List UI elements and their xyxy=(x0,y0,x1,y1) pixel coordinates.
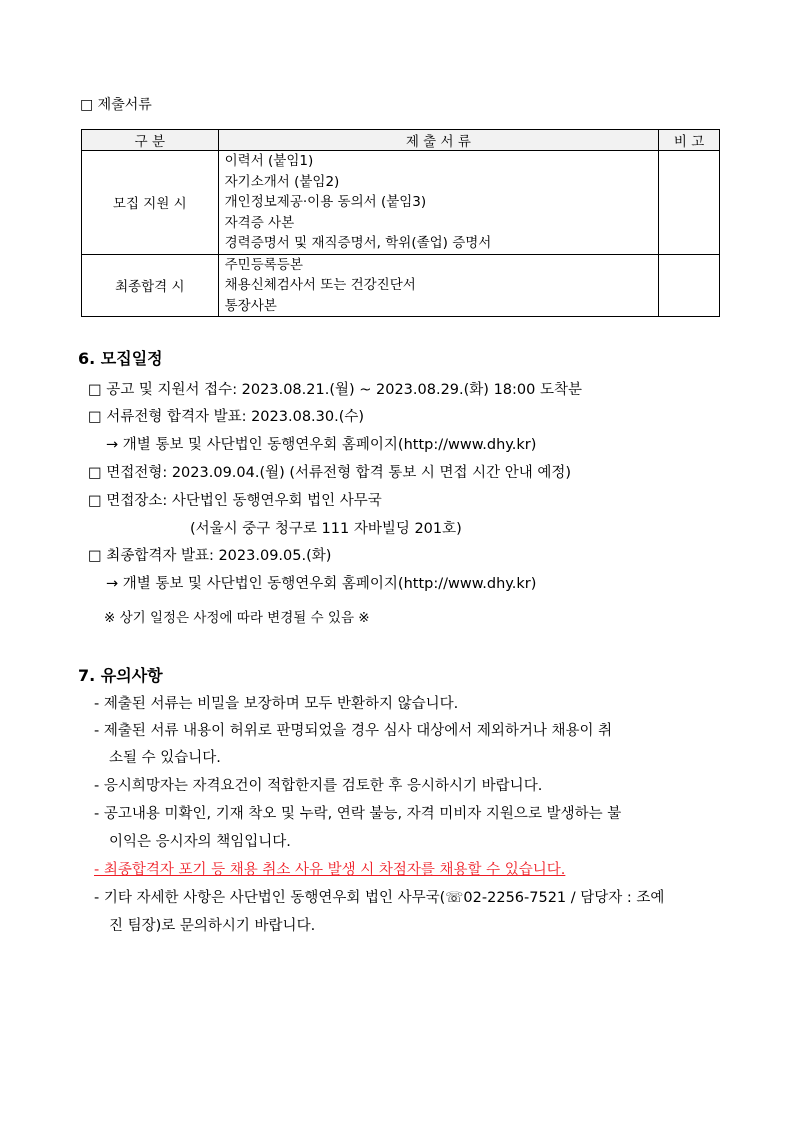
table-header-row xyxy=(82,130,720,151)
document-item: 통장사본 xyxy=(224,297,277,314)
note-line: 소될 수 있습니다. xyxy=(109,750,221,766)
notes-heading: 7. 유의사항 xyxy=(78,666,163,685)
schedule-line: □ 서류전형 합격자 발표: 2023.08.30.(수) xyxy=(88,409,365,425)
schedule-line: □ 면접장소: 사단법인 동행연우회 법인 사무국 xyxy=(88,493,382,509)
schedule-line: (서울시 중구 청구로 111 자바빌딩 201호) xyxy=(190,521,462,537)
column-header-note: 비 고 xyxy=(659,130,720,151)
schedule-line: □ 최종합격자 발표: 2023.09.05.(화) xyxy=(88,548,332,564)
document-item: 채용신체검사서 또는 건강진단서 xyxy=(224,277,416,293)
column-header-category: 구 분 xyxy=(82,130,219,151)
schedule-line: □ 면접전형: 2023.09.04.(월) (서류전형 합격 통보 시 면접 시간 안내 예정) xyxy=(88,465,572,481)
schedule-line: □ 공고 및 지원서 접수: 2023.08.21.(월) ~ 2023.08.29.(화) 18:00 도착분 xyxy=(88,382,582,398)
note-line: - 제출된 서류 내용이 허위로 판명되었을 경우 심사 대상에서 제외하거나 채용이 취 xyxy=(94,723,613,739)
schedule-heading: 6. 모집일정 xyxy=(78,349,163,368)
column-header-documents: 제 출 서 류 xyxy=(218,130,659,151)
table-row xyxy=(82,151,720,255)
document-item: 이력서 (붙임1) xyxy=(224,153,314,169)
note-line: 진 팀장)로 문의하시기 바랍니다. xyxy=(109,918,316,934)
row-documents xyxy=(218,151,659,255)
highlighted-note-line: - 최종합격자 포기 등 채용 취소 사유 발생 시 차점자를 채용할 수 있습니다. xyxy=(94,862,566,878)
schedule-line: → 개별 통보 및 사단법인 동행연우회 홈페이지(http://www.dhy.kr) xyxy=(106,576,537,592)
note-line: - 기타 자세한 사항은 사단법인 동행연우회 법인 사무국(☏02-2256-7521 / 담당자 : 조예 xyxy=(94,890,665,906)
row-note xyxy=(659,254,720,317)
document-item: 자격증 사본 xyxy=(224,214,295,231)
note-line: 이익은 응시자의 책임입니다. xyxy=(109,834,291,850)
submission-docs-heading: □ 제출서류 xyxy=(80,97,152,113)
table-row xyxy=(82,254,720,317)
submission-docs-table xyxy=(81,129,720,317)
note-line: - 제출된 서류는 비밀을 보장하며 모두 반환하지 않습니다. xyxy=(94,696,459,712)
schedule-note: ※ 상기 일정은 사정에 따라 변경될 수 있음 ※ xyxy=(104,610,370,626)
note-line: - 공고내용 미확인, 기재 착오 및 누락, 연락 불능, 자격 미비자 지원으로 발생하는 불 xyxy=(94,806,622,822)
row-category: 최종합격 시 xyxy=(82,254,219,317)
row-note xyxy=(659,151,720,255)
document-item: 경력증명서 및 재직증명서, 학위(졸업) 증명서 xyxy=(224,235,492,251)
schedule-line: → 개별 통보 및 사단법인 동행연우회 홈페이지(http://www.dhy.kr) xyxy=(106,437,537,453)
row-category: 모집 지원 시 xyxy=(82,151,219,255)
note-line: - 응시희망자는 자격요건이 적합한지를 검토한 후 응시하시기 바랍니다. xyxy=(94,778,543,794)
document-item: 자기소개서 (붙임2) xyxy=(224,173,340,190)
document-item: 주민등록등본 xyxy=(224,256,303,273)
row-documents xyxy=(218,254,659,317)
document-item: 개인정보제공·이용 동의서 (붙임3) xyxy=(224,194,427,210)
